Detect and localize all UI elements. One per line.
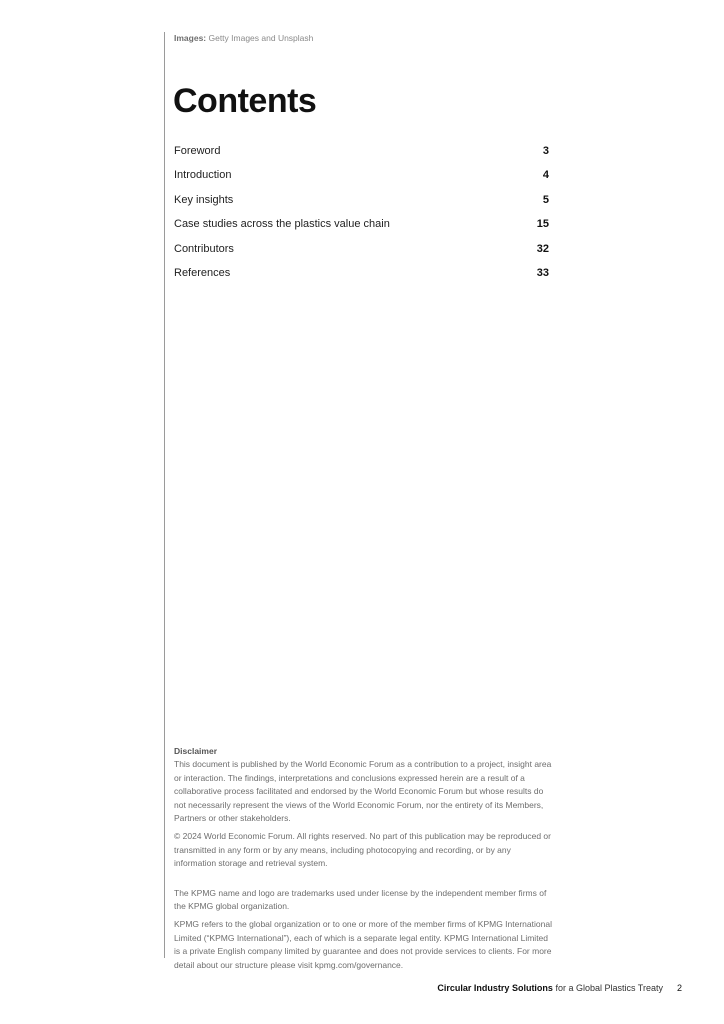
toc-item-label: Foreword	[174, 145, 221, 157]
toc-item-label: Case studies across the plastics value chain	[174, 218, 390, 231]
toc-item-page: 4	[542, 169, 549, 182]
toc-item-label: Key insights	[174, 193, 234, 206]
toc-item-page: 15	[536, 218, 549, 231]
image-credit-label: Images:	[174, 33, 207, 43]
kpmg-trademark-paragraph: The KPMG name and logo are trademarks used under license by the independent member firms of the KPMG global organization.	[174, 887, 547, 912]
image-credit-text: Getty Images and Unsplash	[206, 33, 314, 43]
toc-item-case-studies[interactable]	[174, 218, 549, 242]
vertical-divider	[164, 32, 165, 958]
table-of-contents	[174, 145, 549, 291]
page-footer	[437, 983, 682, 993]
footer-title-rest: for a Global Plastics Treaty	[552, 983, 663, 993]
toc-item-page: 5	[542, 193, 549, 206]
page-title: Contents	[173, 82, 317, 120]
image-credit	[174, 33, 313, 43]
toc-item-page: 3	[542, 145, 549, 157]
toc-item-key-insights[interactable]	[174, 194, 549, 218]
footer-title-bold: Circular Industry Solutions	[437, 983, 553, 993]
toc-item-foreword[interactable]	[174, 145, 549, 169]
toc-item-label: References	[174, 266, 231, 279]
kpmg-structure-paragraph: KPMG refers to the global organization or to one or more of the member firms of KPMG International Limited (“KPMG International”), each of which is a separate legal entity. KPMG International Limited is a private English company limited by guarantee and does not provide services to clients. For more detail about our structure please visit kpmg.com/governance.	[174, 919, 552, 970]
toc-item-page: 33	[536, 266, 549, 279]
toc-item-label: Introduction	[174, 169, 232, 182]
footer-page-number: 2	[676, 983, 682, 993]
toc-item-references[interactable]	[174, 267, 549, 291]
disclaimer-section	[174, 745, 552, 972]
toc-item-contributors[interactable]	[174, 243, 549, 267]
toc-item-introduction[interactable]	[174, 169, 549, 193]
copyright-paragraph: © 2024 World Economic Forum. All rights reserved. No part of this publication may be reproduced or transmitted in any form or by any means, including photocopying and recording, or by any information storage and retrieval system.	[174, 831, 551, 869]
disclaimer-heading: Disclaimer	[174, 746, 217, 756]
disclaimer-paragraph: This document is published by the World Economic Forum as a contribution to a project, insight area or interaction. The findings, interpretations and conclusions expressed herein are a result of a collaborative process facilitated and endorsed by the World Economic Forum but whose results do not necessarily represent the views of the World Economic Forum, nor the entirety of its Members, Partners or other stakeholders.	[174, 759, 552, 824]
toc-item-page: 32	[536, 242, 549, 255]
toc-item-label: Contributors	[174, 242, 234, 255]
